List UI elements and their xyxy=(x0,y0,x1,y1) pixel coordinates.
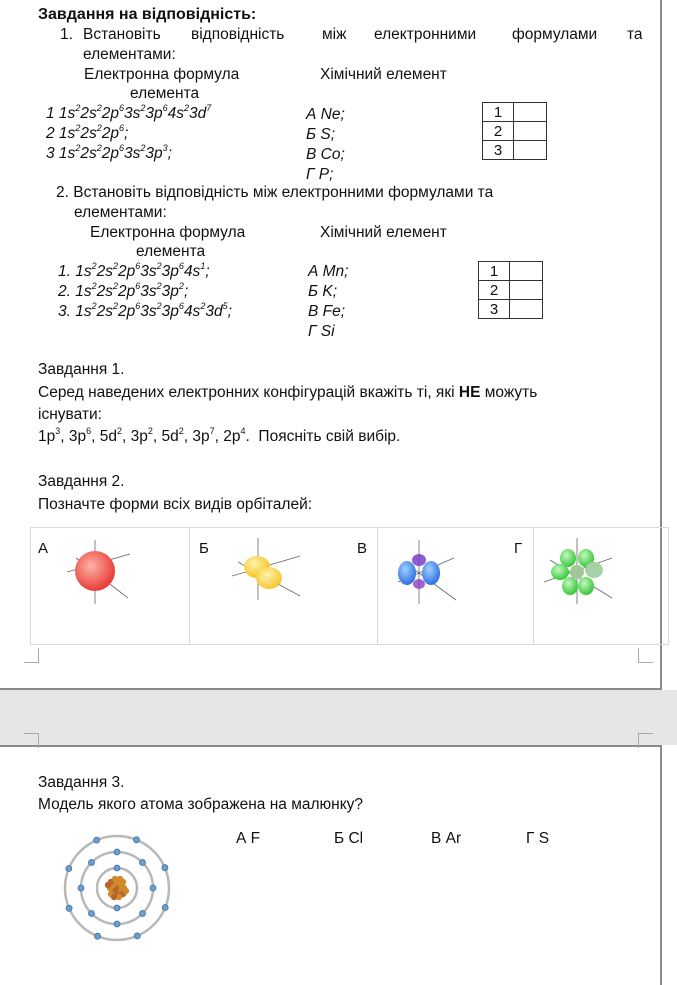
crop-mark xyxy=(638,648,653,663)
nucleon xyxy=(123,888,129,894)
electron xyxy=(134,837,140,843)
answer-cell[interactable] xyxy=(510,281,543,300)
task1-word: та xyxy=(627,26,643,43)
zavd3-option-a[interactable]: А F xyxy=(236,830,261,847)
task1-answer-grid xyxy=(482,102,547,160)
zavd2-title: Завдання 2. xyxy=(38,473,125,490)
task1-element-a: А Ne; xyxy=(306,106,345,123)
electron xyxy=(114,905,120,911)
task2-col-element: Хімічний елемент xyxy=(320,224,447,241)
task1-col-element: Хімічний елемент xyxy=(320,66,447,83)
task1-element-v: В Co; xyxy=(306,146,345,163)
task1-word: між xyxy=(322,26,347,43)
page-gap xyxy=(0,690,677,745)
option-b-label: Б xyxy=(199,540,209,557)
option-a-label: А xyxy=(38,540,49,557)
answer-cell[interactable] xyxy=(514,141,547,160)
task1-word: електронними xyxy=(374,26,477,43)
task1-col-formula-2: елемента xyxy=(130,85,200,102)
task1-number: 1. xyxy=(60,26,73,43)
task2-formula-3: 3. $1s^22s^22p^63s^23p^64s^23d^5$; xyxy=(58,301,232,320)
zavd1-configs: $1p^3$, $3p^6$, $5d^2$, $3p^2$, $5d^2$, $3p^7$, $2p^4$. Поясніть свій вибір. xyxy=(38,426,401,445)
answer-cell[interactable] xyxy=(510,262,543,281)
zavd1-title: Завдання 1. xyxy=(38,361,125,378)
zavd1-text-2: існувати: xyxy=(38,406,102,423)
task1-line2: елементами: xyxy=(83,46,176,63)
zavd1-text: Серед наведених електронних конфігурацій вкажіть ті, які НЕ можуть xyxy=(38,384,538,401)
grid-number: 3 xyxy=(479,300,510,319)
zavd2-text: Позначте форми всіх видів орбіталей: xyxy=(38,496,313,513)
f-orbital-image xyxy=(540,536,616,608)
electron xyxy=(95,933,101,939)
answer-cell[interactable] xyxy=(510,300,543,319)
electron xyxy=(140,860,146,866)
task2-line1: 2. Встановіть відповідність між електронними формулами та xyxy=(56,184,494,201)
electron xyxy=(89,860,95,866)
task1-formula-2: 2 $1s^22s^22p^6$; xyxy=(46,123,129,142)
task1-element-b: Б S; xyxy=(306,126,336,143)
task2-line2: елементами: xyxy=(74,204,167,221)
task2-col-formula: Електронна формула xyxy=(90,224,246,241)
electron xyxy=(140,911,146,917)
grid-number: 3 xyxy=(483,141,514,160)
nucleon xyxy=(105,882,111,888)
nucleon xyxy=(117,876,123,882)
electron xyxy=(162,865,168,871)
electron xyxy=(114,921,120,927)
task2-element-g: Г Si xyxy=(308,323,335,340)
task1-word: формулами xyxy=(512,26,598,43)
task2-element-v: В Fe; xyxy=(308,303,346,320)
crop-mark xyxy=(638,733,653,748)
p-orbital-image xyxy=(228,536,308,606)
electron xyxy=(134,933,140,939)
zavd3-option-v[interactable]: В Ar xyxy=(431,830,462,847)
grid-number: 1 xyxy=(479,262,510,281)
electron xyxy=(66,905,72,911)
option-v-label: В xyxy=(357,540,368,557)
task1-word: відповідність xyxy=(191,26,285,43)
answer-cell[interactable] xyxy=(514,122,547,141)
page-heading: Завдання на відповідність: xyxy=(38,6,257,23)
task1-element-g: Г P; xyxy=(306,166,334,183)
crop-mark xyxy=(24,648,39,663)
task1-formula-1: 1 $1s^22s^22p^63s^23p^64s^23d^7$ xyxy=(46,103,212,122)
electron xyxy=(114,865,120,871)
task2-element-a: А Mn; xyxy=(308,263,349,280)
zavd3-text: Модель якого атома зображена на малюнку? xyxy=(38,796,364,813)
electron xyxy=(94,837,100,843)
task1-word: Встановіть xyxy=(83,26,161,43)
task2-formula-2: 2. $1s^22s^22p^63s^23p^2$; xyxy=(58,281,189,300)
task1-col-formula: Електронна формула xyxy=(84,66,240,83)
zavd3-title: Завдання 3. xyxy=(38,774,125,791)
electron xyxy=(66,866,72,872)
crop-mark xyxy=(24,733,39,748)
task2-formula-1: 1. $1s^22s^22p^63s^23p^64s^1$; xyxy=(58,261,210,280)
grid-number: 1 xyxy=(483,103,514,122)
zavd3-option-b[interactable]: Б Cl xyxy=(334,830,364,847)
zavd3-option-g[interactable]: Г S xyxy=(526,830,550,847)
nucleon xyxy=(111,894,117,900)
d-orbital-image xyxy=(392,538,462,608)
electron xyxy=(78,885,84,891)
option-g-label: Г xyxy=(514,540,523,557)
atom-model-image xyxy=(58,832,178,944)
electron xyxy=(89,911,95,917)
electron xyxy=(162,905,168,911)
task2-element-b: Б K; xyxy=(308,283,338,300)
answer-cell[interactable] xyxy=(514,103,547,122)
s-orbital-image xyxy=(62,538,142,608)
task2-col-formula-2: елемента xyxy=(136,243,206,260)
electron xyxy=(114,849,120,855)
grid-number: 2 xyxy=(479,281,510,300)
task2-answer-grid xyxy=(478,261,543,319)
electron xyxy=(150,885,156,891)
grid-number: 2 xyxy=(483,122,514,141)
task1-formula-3: 3 $1s^22s^22p^63s^23p^3$; xyxy=(46,143,172,162)
